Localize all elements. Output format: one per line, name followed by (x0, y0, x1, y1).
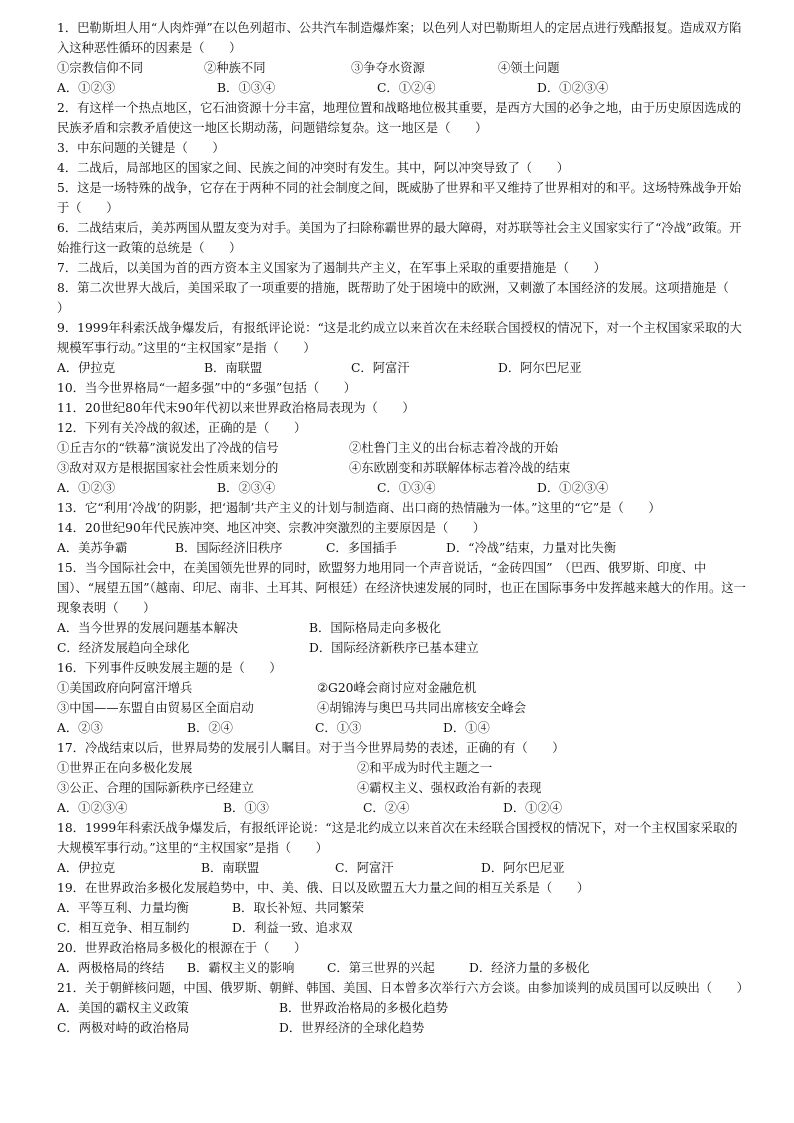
question-3: 3．中东问题的关键是（ ） (57, 141, 225, 155)
statement-item: ④东欧剧变和苏联解体标志着冷战的结束 (349, 461, 571, 475)
answer-option: C．②④ (363, 801, 410, 815)
question-stem: 16．下列事件反映发展主题的是（ ） (57, 661, 282, 675)
statement-options (57, 458, 747, 478)
answer-option: A．①②③ (57, 81, 116, 95)
question-6: 6．二战结束后，美苏两国从盟友变为对手。美国为了扫除称霸世界的最大障碍，对苏联等社会主义国家实行了“冷战”政策。开始推行这一政策的总统是（ ） (57, 221, 742, 255)
question-7: 7．二战后，以美国为首的西方资本主义国家为了遏制共产主义，在军事上采取的重要措施是（ ） (57, 261, 606, 275)
answer-option: B．②④ (187, 721, 233, 735)
question-20 (57, 938, 747, 978)
question-stem: 9．1999年科索沃战争爆发后，有报纸评论说：“这是北约成立以来首次在未经联合国授权的情况下，对一个主权国家采取的大规模军事行动。”这里的“主权国家”是指（ ） (57, 321, 742, 355)
answer-option: A．①②③ (57, 481, 116, 495)
answer-option: C．两极对峙的政治格局 (57, 1021, 190, 1035)
answer-option: B．①③④ (217, 81, 276, 95)
answer-options (57, 718, 747, 738)
statement-item: ③敌对双方是根据国家社会性质来划分的 (57, 461, 279, 475)
question-13: 13．它“利用‘冷战’的阴影，把‘遏制’共产主义的计划与制造商、出口商的热情融为一体。”这里的“它”是（ ） (57, 501, 661, 515)
answer-option: C．经济发展趋向全球化 (57, 641, 190, 655)
answer-options (57, 858, 747, 878)
question-10: 10．当今世界格局“一超多强”中的“多强”包括（ ） (57, 381, 357, 395)
statement-item: ①世界正在向多极化发展 (57, 761, 193, 775)
answer-option: B．取长补短、共同繁荣 (232, 901, 365, 915)
answer-option: C．①③ (315, 721, 362, 735)
statement-item: ②和平成为时代主题之一 (357, 761, 493, 775)
question-17 (57, 738, 747, 818)
answer-option: D．①②③④ (537, 81, 609, 95)
answer-options (57, 78, 747, 98)
answer-option: D．①②③④ (537, 481, 609, 495)
question-5: 5．这是一场特殊的战争，它存在于两种不同的社会制度之间，既威胁了世界和平又维持了世界相对的和平。这场特殊战争开始于（ ） (57, 181, 742, 215)
answer-options (57, 798, 747, 818)
answer-option: A．伊拉克 (57, 361, 116, 375)
question-stem: 18．1999年科索沃战争爆发后，有报纸评论说：“这是北约成立以来首次在未经联合国授权的情况下，对一个主权国家采取的大规模军事行动。”这里的“主权国家”是指（ ） (57, 821, 738, 855)
answer-option: D．①④ (443, 721, 490, 735)
answer-option: C．阿富汗 (351, 361, 410, 375)
statement-item: ①美国政府向阿富汗增兵 (57, 681, 193, 695)
answer-option: D．“冷战”结束，力量对比失衡 (446, 541, 616, 555)
answer-option: A．两极格局的终结 (57, 961, 165, 975)
answer-option: C．①③④ (377, 481, 436, 495)
answer-option: B．①③ (223, 801, 269, 815)
statement-item: ④胡锦涛与奥巴马共同出席核安全峰会 (317, 701, 527, 715)
question-stem: 1．巴勒斯坦人用“人肉炸弹”在以色列超市、公共汽车制造爆炸案；以色列人对巴勒斯坦人的定居点进行残酷报复。造成双方陷入这种恶性循环的因素是（ ） (57, 21, 742, 55)
statement-item: ②杜鲁门主义的出台标志着冷战的开始 (349, 441, 559, 455)
statement-item: ④霸权主义、强权政治有新的表现 (357, 781, 542, 795)
answer-option: A．平等互利、力量均衡 (57, 901, 189, 915)
answer-option: A．伊拉克 (57, 861, 116, 875)
question-stem: 17．冷战结束以后，世界局势的发展引人瞩目。对于当今世界局势的表述，正确的有（ ） (57, 741, 565, 755)
question-12 (57, 418, 747, 498)
statement-options (57, 58, 747, 78)
answer-options (57, 898, 747, 918)
statement-options (57, 678, 747, 698)
answer-option: B．世界政治格局的多极化趋势 (279, 1001, 448, 1015)
answer-option: B．国际格局走向多极化 (309, 621, 442, 635)
answer-option: D．世界经济的全球化趋势 (279, 1021, 425, 1035)
question-18 (57, 818, 747, 878)
answer-options (57, 478, 747, 498)
answer-option: B．南联盟 (201, 861, 260, 875)
question-1 (57, 18, 747, 98)
answer-option: C．①②④ (377, 81, 436, 95)
question-8: 8．第二次世界大战后，美国采取了一项重要的措施，既帮助了处于困境中的欧洲，又刺激了本国经济的发展。这项措施是（ ） (57, 281, 754, 315)
answer-option: D．经济力量的多极化 (469, 961, 590, 975)
question-21 (57, 978, 747, 1038)
answer-options (57, 358, 747, 378)
question-14 (57, 518, 747, 558)
question-16 (57, 658, 747, 738)
statement-item: ②G20峰会商讨应对金融危机 (317, 681, 477, 695)
question-11: 11．20世纪80年代末90年代初以来世界政治格局表现为（ ） (57, 401, 415, 415)
statement-item: ①宗教信仰不同 (57, 61, 144, 75)
answer-option: D．国际经济新秩序已基本建立 (309, 641, 479, 655)
answer-option: D．①②④ (503, 801, 563, 815)
statement-item: ②种族不同 (204, 61, 266, 75)
statement-item: ④领土问题 (498, 61, 560, 75)
answer-option: D．利益一致、追求双 (232, 921, 353, 935)
answer-option: A．②③ (57, 721, 103, 735)
question-4: 4．二战后，局部地区的国家之间、民族之间的冲突时有发生。其中，阿以冲突导致了（ ） (57, 161, 569, 175)
answer-option: C．多国插手 (326, 541, 397, 555)
question-stem: 20．世界政治格局多极化的根源在于（ ） (57, 941, 307, 955)
statement-options (57, 438, 747, 458)
question-stem: 15．当今国际社会中，在美国领先世界的同时，欧盟努力地用同一个声音说话，“金砖四国” （巴西、俄罗斯、印度、中国）、“展望五国”（越南、印尼、南非、土耳其、阿根廷）在经济快速发展的同时，也正在国际事务中发挥越来越大的作用。这一现象表明（ ） (57, 561, 746, 615)
question-stem: 14．20世纪90年代民族冲突、地区冲突、宗教冲突激烈的主要原因是（ ） (57, 521, 486, 535)
answer-option: D．阿尔巴尼亚 (498, 361, 582, 375)
answer-option: C．第三世界的兴起 (327, 961, 435, 975)
answer-option: B．②③④ (217, 481, 276, 495)
answer-options (57, 998, 747, 1018)
question-stem: 12．下列有关冷战的叙述，正确的是（ ） (57, 421, 307, 435)
question-15 (57, 558, 747, 658)
answer-option: A．①②③④ (57, 801, 128, 815)
statement-item: ③公正、合理的国际新秩序已经建立 (57, 781, 254, 795)
question-stem: 21．关于朝鲜核问题，中国、俄罗斯、朝鲜、韩国、美国、日本曾多次举行六方会谈。由参加谈判的成员国可以反映出（ ） (57, 981, 749, 995)
answer-options (57, 618, 747, 638)
statement-options (57, 698, 747, 718)
answer-option: C．阿富汗 (335, 861, 394, 875)
answer-option: B．国际经济旧秩序 (175, 541, 283, 555)
answer-options (57, 918, 747, 938)
statement-options (57, 758, 747, 778)
answer-option: A．当今世界的发展问题基本解决 (57, 621, 239, 635)
statement-item: ①丘吉尔的“铁幕”演说发出了冷战的信号 (57, 441, 279, 455)
statement-options (57, 778, 747, 798)
statement-item: ③中国——东盟自由贸易区全面启动 (57, 701, 254, 715)
answer-option: C．相互竞争、相互制约 (57, 921, 190, 935)
answer-option: B．霸权主义的影响 (187, 961, 295, 975)
statement-item: ③争夺水资源 (351, 61, 425, 75)
question-19 (57, 878, 747, 938)
exam-page (57, 18, 754, 1038)
question-stem: 19．在世界政治多极化发展趋势中，中、美、俄、日以及欧盟五大力量之间的相互关系是（ ） (57, 881, 590, 895)
question-9 (57, 318, 747, 378)
answer-option: A．美苏争霸 (57, 541, 128, 555)
answer-option: A．美国的霸权主义政策 (57, 1001, 189, 1015)
answer-options (57, 638, 747, 658)
question-2: 2．有这样一个热点地区，它石油资源十分丰富，地理位置和战略地位极其重要，是西方大国的必争之地，由于历史原因选成的民族矛盾和宗教矛盾使这一地区长期动荡，问题错综复杂。这一地区是（ ） (57, 101, 742, 135)
answer-options (57, 958, 747, 978)
answer-option: B．南联盟 (204, 361, 263, 375)
answer-options (57, 1018, 747, 1038)
answer-option: D．阿尔巴尼亚 (481, 861, 565, 875)
answer-options (57, 538, 747, 558)
